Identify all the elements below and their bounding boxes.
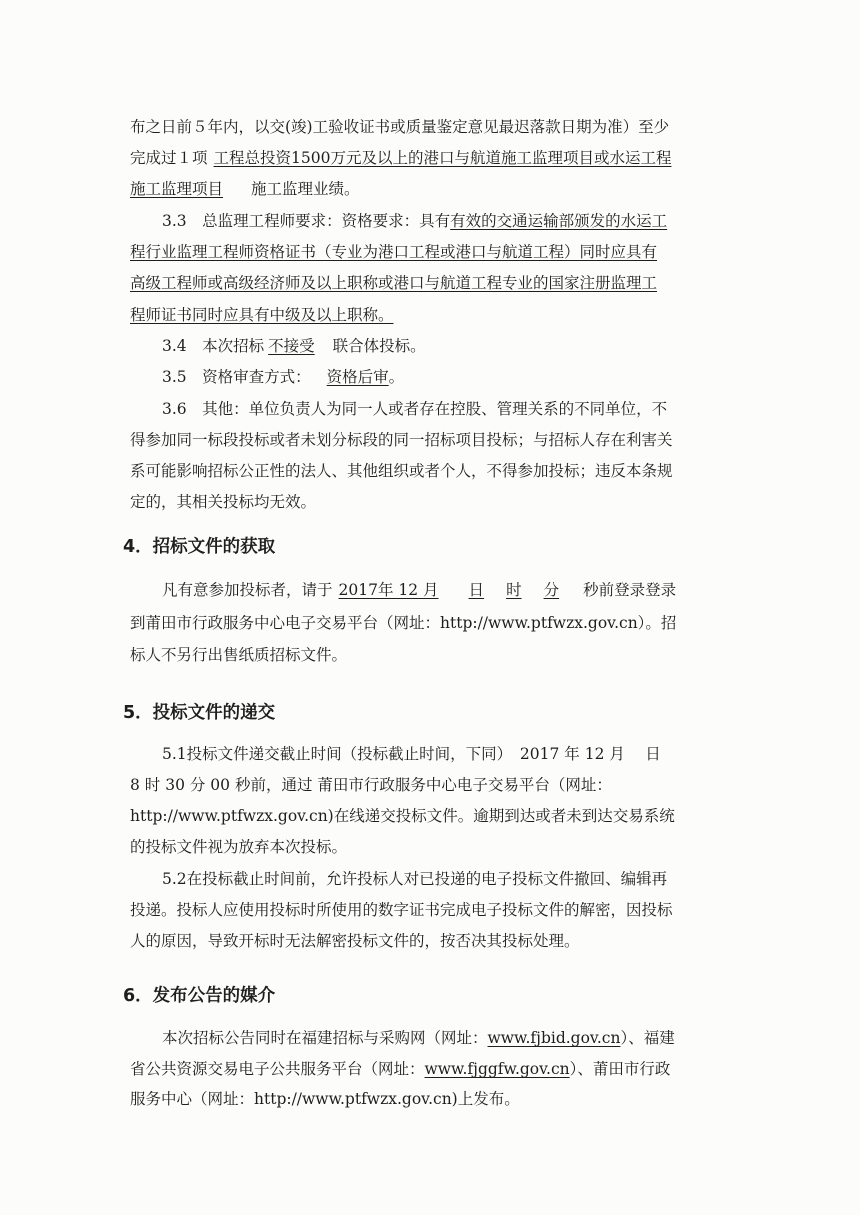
text: 3.6 其他：单位负责人为同一人或者存在控股、管理关系的不同单位，不 xyxy=(162,400,668,418)
text: 省公共资源交易电子公共服务平台（网址： xyxy=(130,1060,425,1078)
paragraph-line xyxy=(130,118,730,137)
underlined-fill-text: 工程总投资1500万元及以上的港口与航道施工监理项目或水运工程 xyxy=(213,149,672,167)
paragraph-line xyxy=(162,745,762,764)
underlined-fill-text: 程师证书同时应具有中级及以上职称。 xyxy=(130,306,394,324)
paragraph-line xyxy=(130,614,730,633)
paragraph-line xyxy=(130,1090,730,1109)
paragraph-line xyxy=(162,1029,762,1048)
paragraph-line xyxy=(130,1060,730,1079)
text: 服务中心（网址：http://www.ptfwzx.gov.cn)上发布。 xyxy=(130,1090,520,1108)
paragraph-line xyxy=(130,431,730,450)
website-link[interactable]: www.fjggfw.gov.cn xyxy=(424,1060,570,1078)
text: 标人不另行出售纸质招标文件。 xyxy=(130,646,348,664)
text: ）、莆田市行政 xyxy=(569,1060,671,1078)
text: 的投标文件视为放弃本次投标。 xyxy=(130,838,348,856)
text: ）、福建 xyxy=(620,1029,675,1047)
paragraph-line xyxy=(130,306,730,325)
paragraph-line xyxy=(162,337,762,356)
text: 投递。投标人应使用投标时所使用的数字证书完成电子投标文件的解密，因投标 xyxy=(130,901,673,919)
text: 得参加同一标段投标或者未划分标段的同一招标项目投标；与招标人存在利害关 xyxy=(130,431,673,449)
text: 3.3 总监理工程师要求：资格要求：具有 xyxy=(162,212,451,230)
text: 5.1投标文件递交截止时间（投标截止时间，下同） 2017 年 12 月 日 xyxy=(162,745,661,763)
website-link[interactable]: www.fjbid.gov.cn xyxy=(487,1029,621,1047)
text: 定的，其相关投标均无效。 xyxy=(130,493,317,511)
paragraph-line xyxy=(130,493,730,512)
paragraph-line xyxy=(130,932,730,951)
underlined-fill-text: 施工监理项目 xyxy=(130,180,224,198)
underlined-fill-text: 程行业监理工程师资格证书（专业为港口工程或港口与航道工程）同时应具有 xyxy=(130,243,658,261)
text: 5.2在投标截止时间前，允许投标人对已投递的电子投标文件撤回、编辑再 xyxy=(162,870,668,888)
text: http://www.ptfwzx.gov.cn)在线递交投标文件。逾期到达或者未到达交易系统 xyxy=(130,807,675,825)
text: 3.5 资格审查方式： xyxy=(162,368,311,386)
paragraph-line xyxy=(162,581,762,600)
underlined-fill-text: 2017年 12 月 日 时 分 xyxy=(338,581,560,599)
paragraph-line xyxy=(162,870,762,889)
paragraph-line xyxy=(130,274,730,293)
section-heading-4: 4．招标文件的获取 xyxy=(123,537,276,557)
paragraph-line xyxy=(130,776,730,795)
paragraph-line xyxy=(162,368,762,387)
underlined-fill-text: 资格后审 xyxy=(326,368,389,386)
paragraph-line xyxy=(130,243,730,262)
paragraph-line xyxy=(130,901,730,920)
section-heading-6: 6．发布公告的媒介 xyxy=(123,986,276,1006)
underlined-fill-text: 有效的交通运输部颁发的水运工 xyxy=(450,212,668,230)
text: 秒前登录登录 xyxy=(583,581,677,599)
paragraph-line xyxy=(130,838,730,857)
section-heading-5: 5．投标文件的递交 xyxy=(123,703,276,723)
text: 人的原因，导致开标时无法解密投标文件的，按否决其投标处理。 xyxy=(130,932,580,950)
paragraph-line xyxy=(130,646,730,665)
text: 系可能影响招标公正性的法人、其他组织或者个人，不得参加投标；违反本条规 xyxy=(130,462,673,480)
underlined-fill-text: 不接受 xyxy=(268,337,315,355)
paragraph-line xyxy=(130,180,730,199)
paragraph-line xyxy=(130,149,730,168)
text: 8 时 30 分 00 秒前，通过 莆田市行政服务中心电子交易平台（网址： xyxy=(130,776,612,794)
text: 到莆田市行政服务中心电子交易平台（网址：http://www.ptfwzx.gov.cn）。招 xyxy=(130,614,677,632)
text: 。 xyxy=(388,368,405,386)
underlined-fill-text: 高级工程师或高级经济师及以上职称或港口与航道工程专业的国家注册监理工 xyxy=(130,274,658,292)
paragraph-line xyxy=(162,212,762,231)
text: 本次招标公告同时在福建招标与采购网（网址： xyxy=(162,1029,488,1047)
text: 完成过１项 xyxy=(130,149,208,167)
paragraph-line xyxy=(130,807,730,826)
text: 3.4 本次招标 xyxy=(162,337,265,355)
paragraph-line xyxy=(130,462,730,481)
text: 布之日前５年内，以交(竣)工验收证书或质量鉴定意见最迟落款日期为准）至少 xyxy=(130,118,670,136)
text: 施工监理业绩。 xyxy=(251,180,360,198)
paragraph-line xyxy=(162,400,762,419)
text: 联合体投标。 xyxy=(332,337,426,355)
text: 凡有意参加投标者，请于 xyxy=(162,581,333,599)
